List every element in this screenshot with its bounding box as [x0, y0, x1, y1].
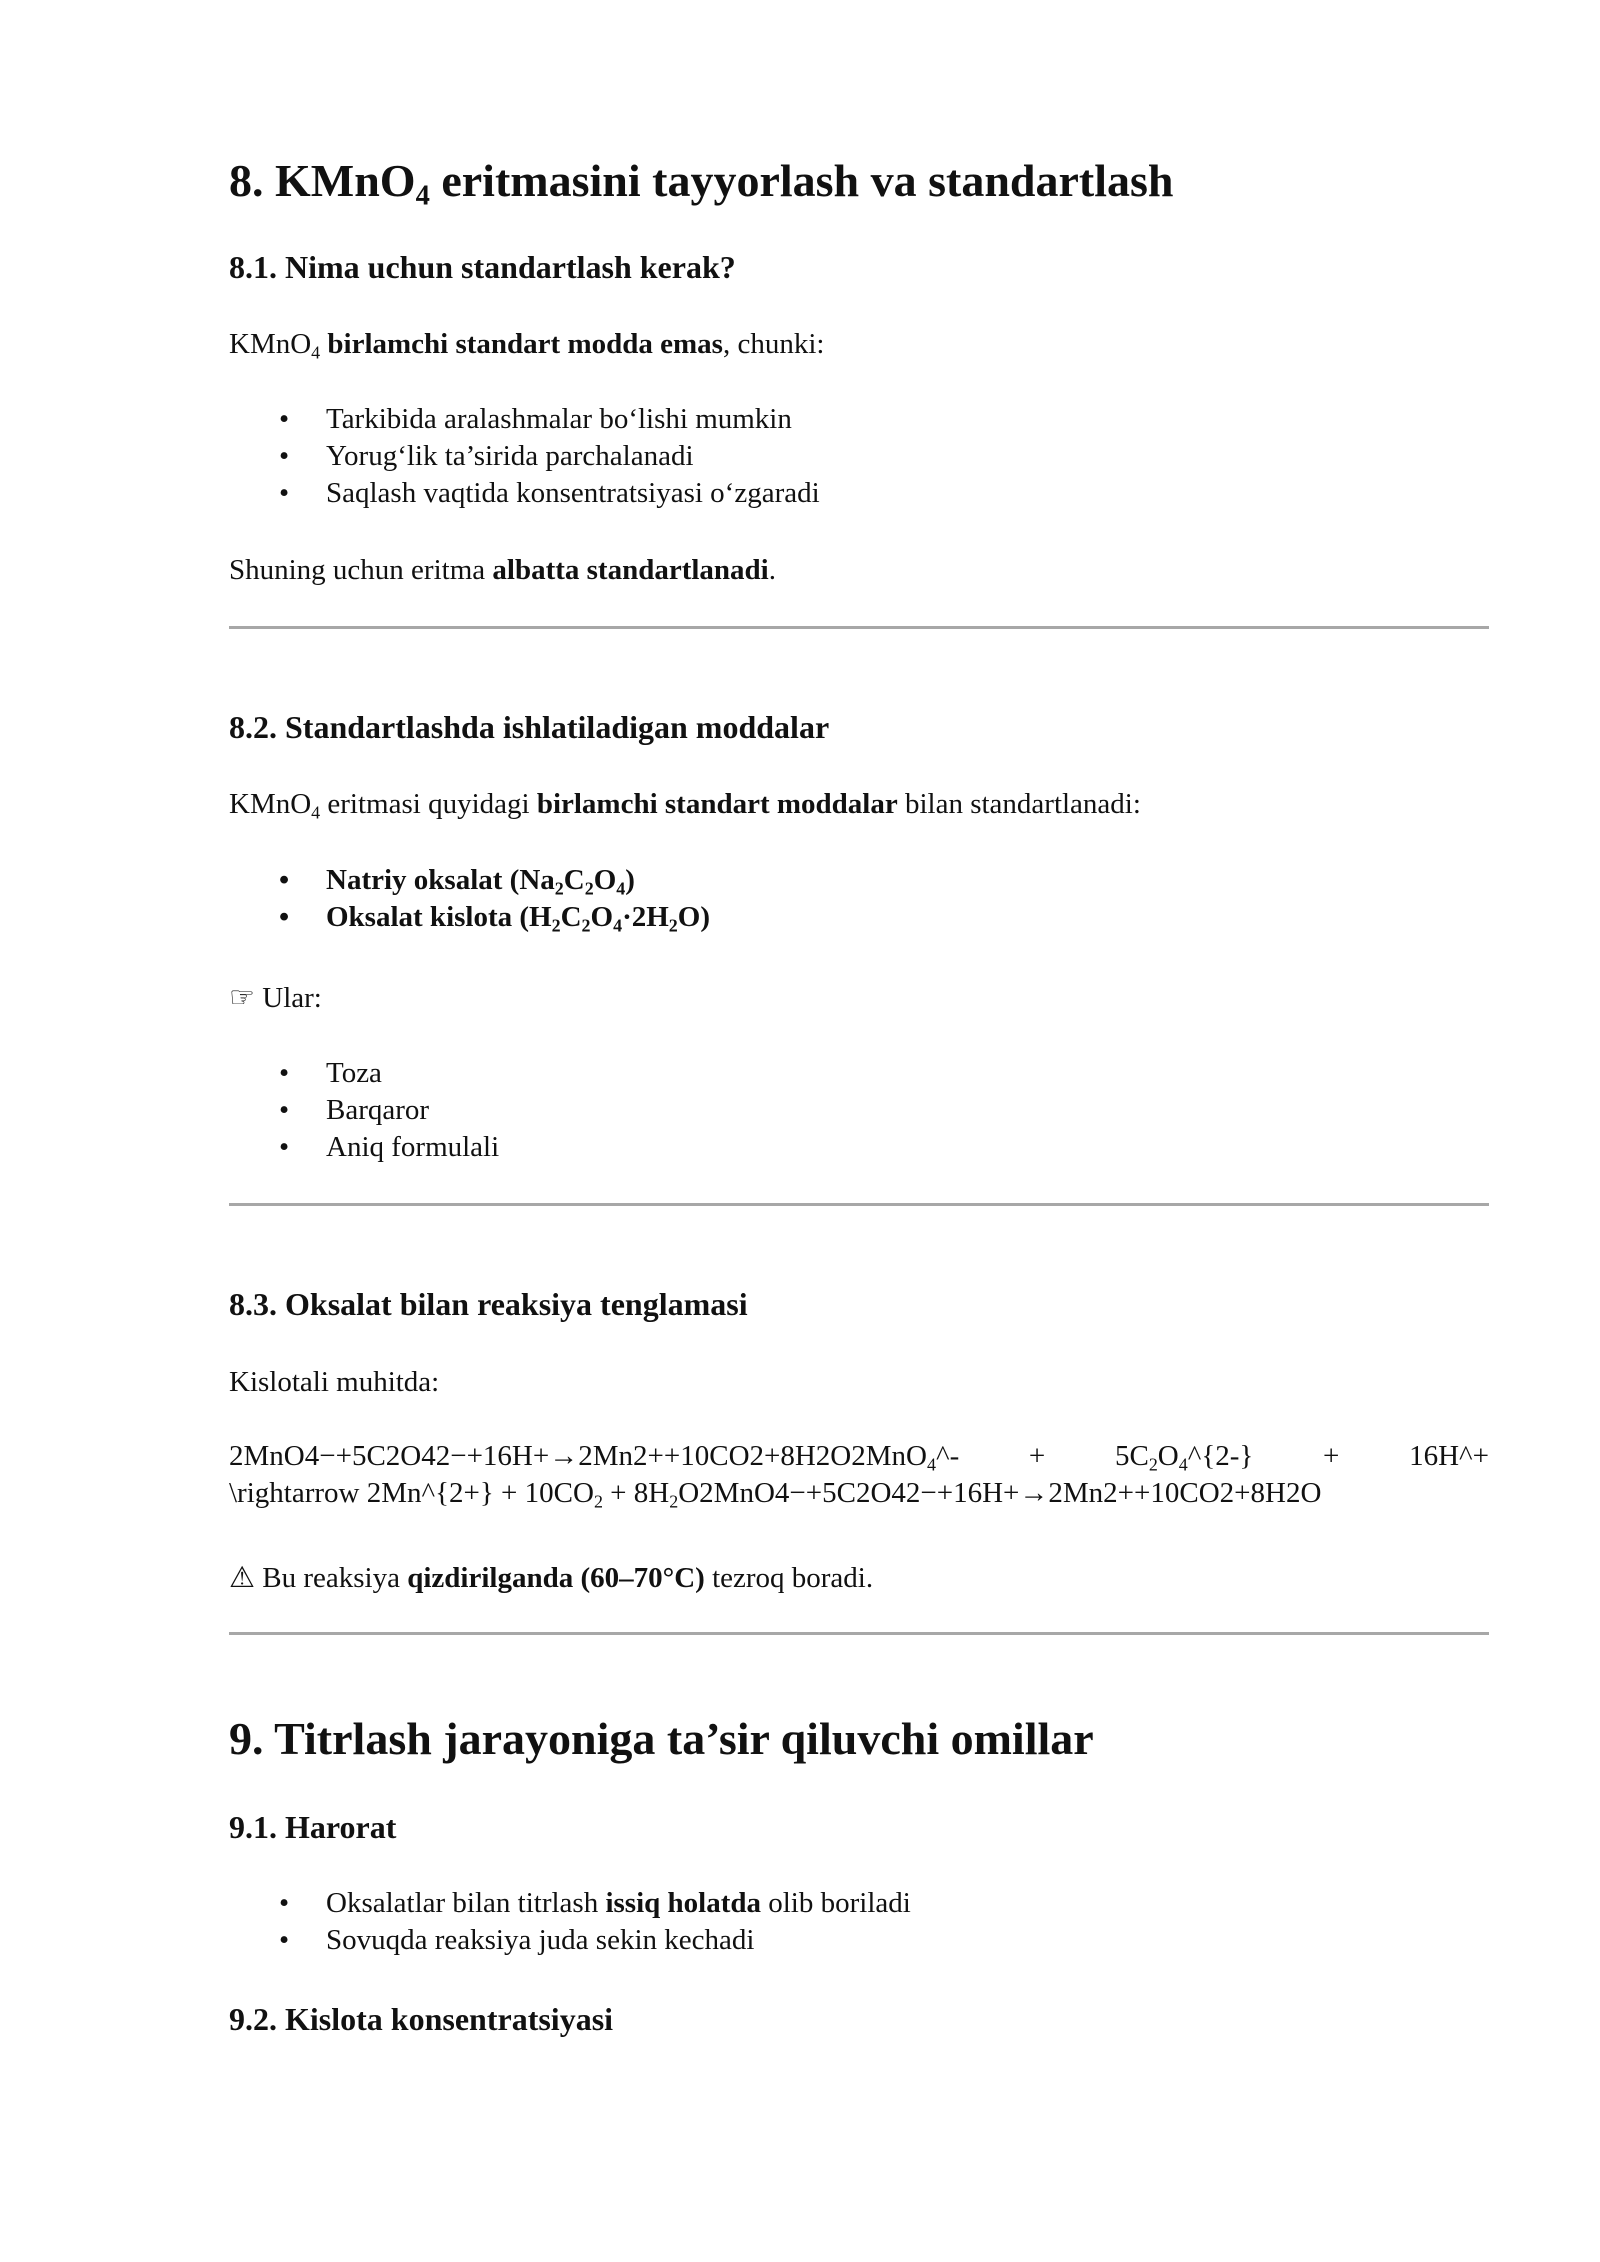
formula-part: O [590, 901, 614, 933]
text: Bu reaksiya [255, 1562, 408, 1594]
bold-phrase: albatta standartlanadi [492, 554, 769, 586]
formula-part: C [560, 901, 582, 933]
formula-part: ·2H [622, 901, 669, 933]
formula-kmno4: KMnO [229, 328, 312, 360]
heading-9-1: 9.1. Harorat [229, 1809, 397, 1845]
properties-list [229, 1055, 499, 1166]
list-item-sodium-oxalate [229, 862, 710, 899]
subscript: 2 [669, 1491, 679, 1512]
formula-kmno4: KMnO [229, 788, 312, 820]
bold-phrase: qizdirilganda (60–70°C) [407, 1562, 705, 1594]
equation-segment: 16H^+ [1409, 1440, 1489, 1472]
equation-text: + 8H [602, 1477, 670, 1509]
text-tail: , chunki: [722, 328, 825, 360]
title-subscript: 4 [415, 180, 430, 212]
divider [229, 1632, 1489, 1635]
subscript: 2 [551, 915, 561, 936]
text: Shuning uchun eritma [229, 554, 493, 586]
warning-icon: ⚠ [229, 1562, 255, 1594]
list-item: • Sovuqda reaksiya juda sekin kechadi [229, 1922, 911, 1959]
text: . [768, 554, 776, 586]
equation-text: 2MnO4−+5C2O42−+16H+→2Mn2++10CO2+8H2O2MnO [229, 1440, 927, 1472]
paragraph-8-1-conclusion [229, 552, 776, 588]
reaction-equation [229, 1438, 1489, 1512]
equation-text: 5C [1114, 1440, 1149, 1472]
subscript: 4 [616, 878, 626, 899]
subscript: 2 [554, 878, 564, 899]
temperature-list [229, 1885, 911, 1959]
formula-subscript: 4 [311, 342, 321, 363]
heading-8-1: 8.1. Nima uchun standartlash kerak? [229, 249, 736, 285]
subscript: 2 [581, 915, 591, 936]
subscript: 2 [593, 1491, 603, 1512]
bold-phrase: birlamchi standart modda emas [327, 328, 723, 360]
text: eritmasi quyidagi [320, 788, 537, 820]
warning-line [229, 1560, 873, 1596]
divider [229, 1203, 1489, 1206]
formula-subscript: 4 [311, 802, 321, 823]
list-item: • Saqlash vaqtida konsentratsiyasi o‘zgaradi [229, 475, 820, 512]
section-8-title [229, 153, 1174, 212]
reasons-list [229, 401, 820, 512]
formula-part: O [593, 864, 617, 896]
substances-list [229, 862, 710, 936]
equation-segment: + [1323, 1440, 1340, 1472]
text: bilan standartlanadi: [897, 788, 1141, 820]
subscript: 4 [926, 1454, 936, 1475]
note-label: Ular: [262, 982, 322, 1014]
heading-8-2: 8.2. Standartlashda ishlatiladigan moddalar [229, 709, 830, 745]
text: Oksalatlar bilan titrlash [326, 1887, 606, 1919]
substance-name: Natriy oksalat (Na [326, 864, 555, 896]
bold-phrase: birlamchi standart moddalar [536, 788, 898, 820]
note-line [229, 980, 322, 1016]
list-item: • Aniq formulali [229, 1129, 499, 1166]
list-item: • Toza [229, 1055, 499, 1092]
equation-segment [229, 1438, 959, 1475]
heading-9-2: 9.2. Kislota konsentratsiyasi [229, 2001, 614, 2037]
equation-text: ^{2-} [1187, 1440, 1254, 1472]
equation-text: \rightarrow 2Mn^{2+} + 10CO [229, 1477, 594, 1509]
subscript: 4 [613, 915, 623, 936]
list-item: • Barqaror [229, 1092, 499, 1129]
equation-segment: + [1028, 1440, 1046, 1472]
equation-text: O [1157, 1440, 1179, 1472]
substance-name: Oksalat kislota (H [326, 901, 552, 933]
text: olib boriladi [761, 1887, 911, 1919]
paragraph-medium: Kislotali muhitda: [229, 1366, 440, 1398]
subscript: 2 [1148, 1454, 1158, 1475]
bold-phrase: issiq holatda [605, 1887, 761, 1919]
list-item [229, 1885, 911, 1922]
formula-part: O) [677, 901, 710, 933]
paragraph-8-1-intro [229, 326, 824, 362]
formula-part: ) [625, 864, 635, 896]
paragraph-8-2-intro [229, 786, 1141, 822]
subscript: 2 [668, 915, 678, 936]
divider [229, 626, 1489, 629]
equation-line-2 [229, 1475, 1489, 1512]
title-text: 8. KMnO [229, 155, 416, 206]
equation-text: ^- [935, 1440, 960, 1472]
subscript: 4 [1178, 1454, 1188, 1475]
heading-8-3: 8.3. Oksalat bilan reaksiya tenglamasi [229, 1286, 748, 1322]
list-item-oxalic-acid [229, 899, 710, 936]
formula-part: C [563, 864, 585, 896]
list-item: • Tarkibida aralashmalar bo‘lishi mumkin [229, 401, 820, 438]
list-item: • Yorug‘lik ta’sirida parchalanadi [229, 438, 820, 475]
equation-text: O2MnO4−+5C2O42−+16H+→2Mn2++10CO2+8H2O [678, 1477, 1322, 1509]
title-text-rest: eritmasini tayyorlash va standartlash [429, 155, 1174, 206]
text: tezroq boradi. [704, 1562, 874, 1594]
equation-segment [1115, 1438, 1253, 1475]
subscript: 2 [584, 878, 594, 899]
equation-line-1 [229, 1438, 1489, 1475]
pointing-hand-icon: ☞ [229, 982, 255, 1014]
section-9-title: 9. Titrlash jarayoniga ta’sir qiluvchi omillar [229, 1713, 1094, 1764]
